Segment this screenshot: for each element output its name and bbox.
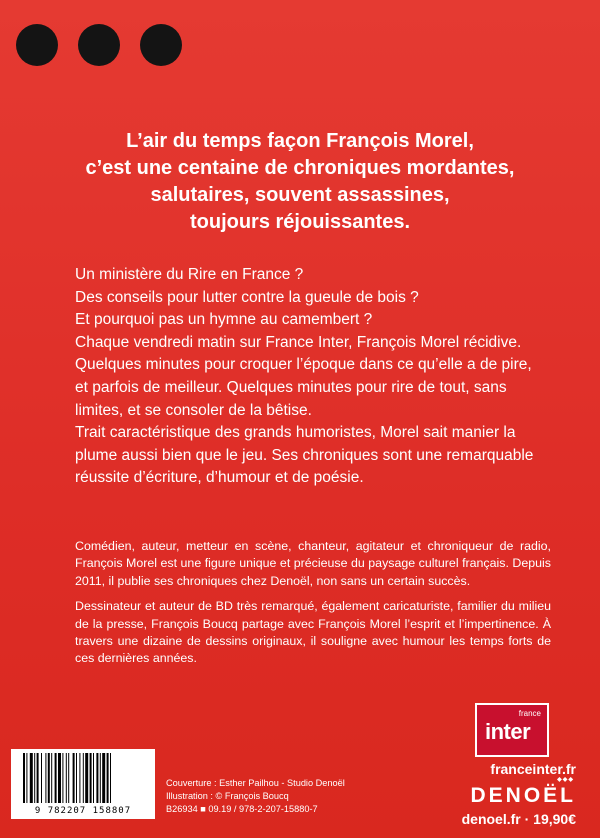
credits — [166, 777, 345, 816]
tagline-line: salutaires, souvent assassines, — [150, 184, 450, 206]
barcode-bar — [110, 753, 111, 803]
blurb — [75, 264, 555, 490]
blurb-line: plume aussi bien que le jeu. Ses chroniques sont une remarquable — [75, 446, 534, 464]
tagline-line: c’est une centaine de chroniques mordantes, — [85, 157, 515, 179]
blurb-line: réussite d’écriture, d’humour et de poésie. — [75, 469, 364, 487]
barcode-bar — [79, 753, 80, 803]
blurb-line: Quelques minutes pour croquer l’époque dans ce qu’elle a de pire, — [75, 356, 532, 374]
barcode-bar — [93, 753, 94, 803]
barcode-bars — [23, 753, 143, 803]
barcode-bar — [55, 753, 57, 803]
blurb-line: limites, et se consoler de la bêtise. — [75, 401, 312, 419]
denoel-logo — [470, 777, 576, 808]
denoel-crest-icon: ◆◆◆ — [557, 777, 574, 783]
barcode-bar — [90, 753, 92, 803]
blurb-line: Et pourquoi pas un hymne au camembert ? — [75, 311, 373, 329]
publisher-url-price: denoel.fr · 19,90€ — [461, 811, 576, 827]
barcode — [11, 749, 155, 819]
barcode-bar — [23, 753, 25, 803]
barcode-bar — [66, 753, 67, 803]
barcode-bar — [48, 753, 50, 803]
barcode-bar — [85, 753, 88, 803]
barcode-bar — [107, 753, 109, 803]
france-inter-logo — [475, 703, 549, 757]
barcode-bar — [26, 753, 27, 803]
france-inter-logo-big: inter — [485, 719, 531, 744]
barcode-bar — [51, 753, 52, 803]
barcode-bar — [73, 753, 75, 803]
decorative-dots — [16, 24, 182, 66]
barcode-bar — [37, 753, 39, 803]
tagline-line: toujours réjouissantes. — [189, 211, 411, 233]
barcode-bar — [30, 753, 33, 803]
author-bios — [75, 538, 551, 676]
denoel-name: DENOËL — [470, 784, 576, 807]
barcode-bar — [96, 753, 98, 803]
barcode-number: 9 782207 158807 — [34, 806, 132, 816]
blurb-line: Un ministère du Rire en France ? — [75, 266, 304, 283]
barcode-bar — [83, 753, 84, 803]
blurb-line: Des conseils pour lutter contre la gueule de bois ? — [75, 288, 419, 306]
france-inter-url: franceinter.fr — [490, 761, 576, 777]
barcode-bar — [102, 753, 105, 803]
credit-isbn: B26934 ■ 09.19 / 978-2-207-15880-7 — [166, 804, 318, 814]
tagline-line: L’air du temps façon François Morel, — [126, 130, 474, 152]
illustrator-bio-boucq: Dessinateur et auteur de BD très remarqué, également caricaturiste, familier du milieu de la presse, François Boucq partage avec François Morel l’esprit et l’impertinence. À travers une dizaine de dessins originaux, il souligne avec humour les temps forts de ces dernières années. — [75, 599, 551, 666]
tagline — [0, 128, 600, 236]
dot-2 — [78, 24, 120, 66]
barcode-bar — [45, 753, 46, 803]
barcode-bar — [76, 753, 77, 803]
barcode-bar — [68, 753, 69, 803]
blurb-line: Trait caractéristique des grands humoristes, Morel sait manier la — [75, 424, 516, 442]
blurb-line: Chaque vendredi matin sur France Inter, François Morel récidive. — [75, 333, 522, 351]
barcode-bar — [34, 753, 35, 803]
dot-1 — [16, 24, 58, 66]
barcode-bar — [41, 753, 42, 803]
dot-3 — [140, 24, 182, 66]
credit-illustration: Illustration : © François Boucq — [166, 791, 289, 801]
blurb-line: et parfois de meilleur. Quelques minutes pour rire de tout, sans — [75, 378, 507, 396]
author-bio-morel: Comédien, auteur, metteur en scène, chanteur, agitateur et chroniqueur de radio, François Morel est une figure unique et précieuse du paysage culturel français. Depuis 2011, il publie ses chroniques chez Denoël, non sans un certain succès. — [75, 539, 551, 588]
barcode-bar — [58, 753, 61, 803]
credit-cover: Couverture : Esther Pailhou - Studio Denoël — [166, 778, 345, 788]
france-inter-logo-small: france — [518, 709, 541, 718]
barcode-bar — [62, 753, 63, 803]
barcode-bar — [100, 753, 101, 803]
